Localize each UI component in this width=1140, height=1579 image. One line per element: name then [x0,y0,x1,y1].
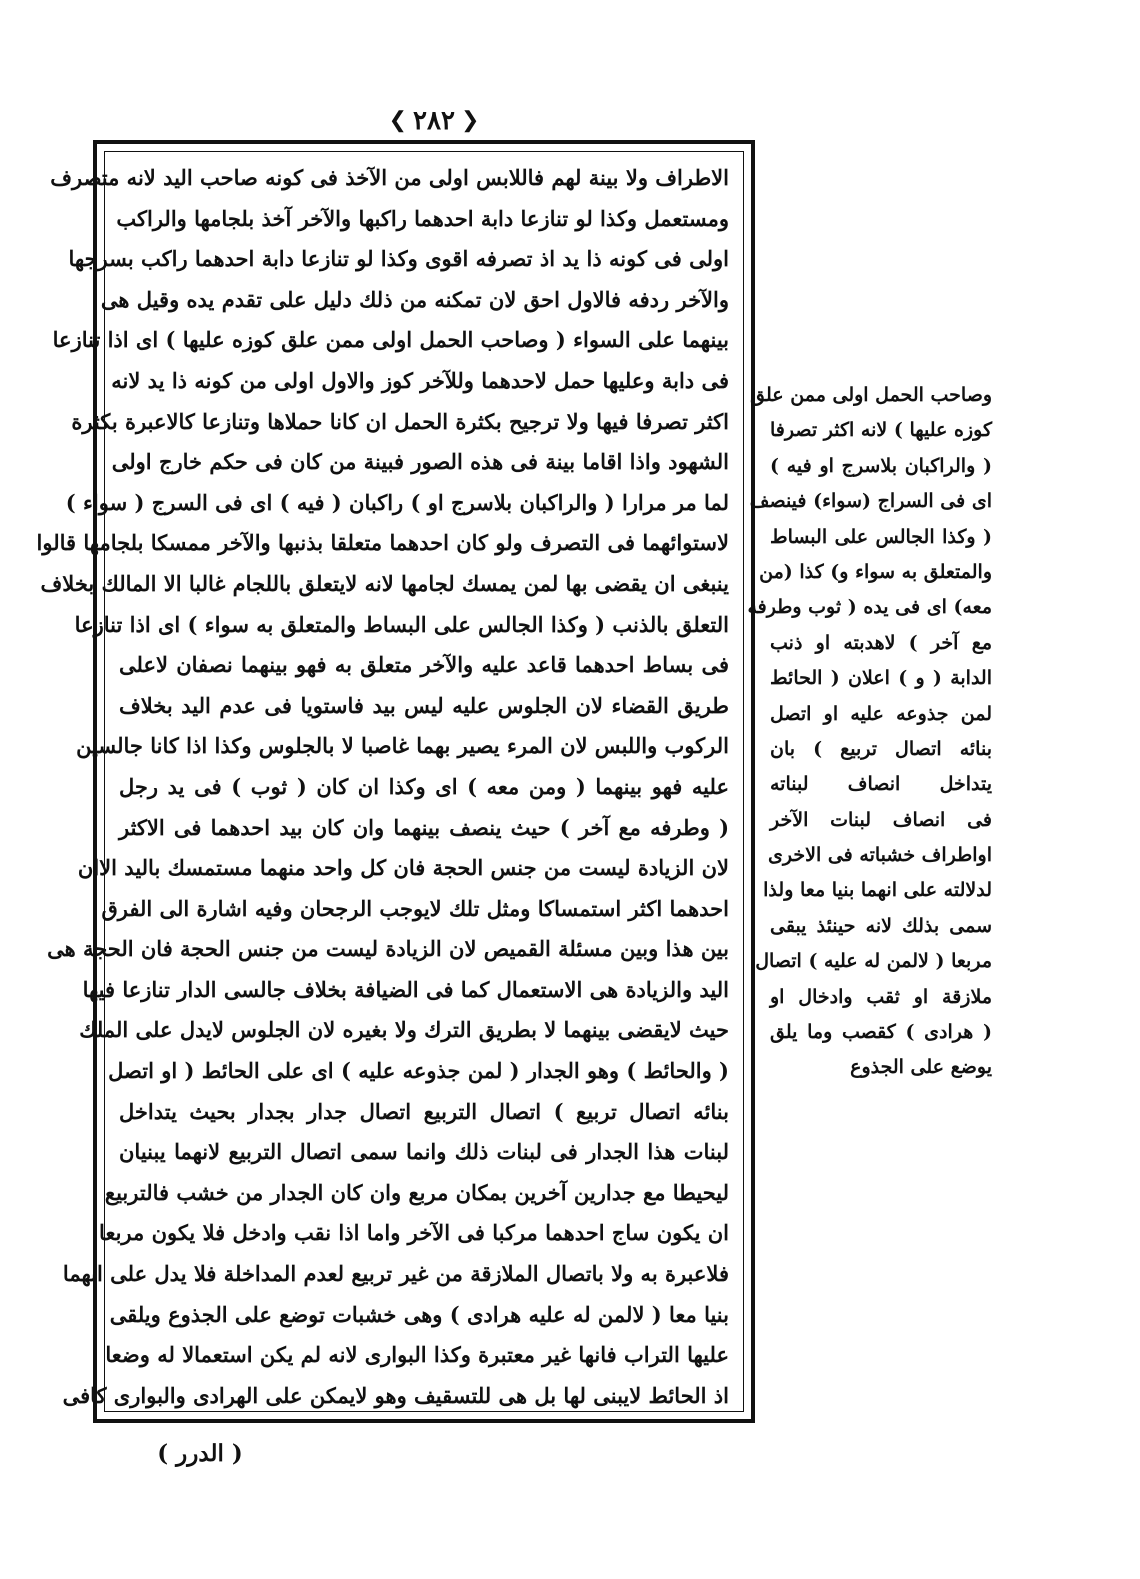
main-text-line: عليه فهو بينهما ( ومن معه ) اى وكذا ان كان ( ثوب ) فى يد رجل [119,773,729,799]
margin-note-line: معه) اى فى يده ( ثوب وطرفه [747,596,992,619]
margin-note-line: يتداخل انصاف لبناته [770,773,992,796]
margin-note-line: والمتعلق به سواء و) كذا (من [759,560,992,583]
main-text-line: لبنات هذا الجدار فى لبنات ذلك وانما سمى اتصال التربيع لانهما يبنيان [119,1139,729,1165]
main-text-line: ( وطرفه مع آخر ) حيث ينصف بينهما وان كان بيد احدهما فى الاكثر [119,814,729,840]
main-text-line: لان الزيادة ليست من جنس الحجة فان كل واحد منهما مستمسك باليد الاان [77,855,729,881]
margin-note-line: لمن جذوعه عليه او اتصل [770,702,992,725]
page-number: ٢٨٢ [413,106,455,136]
margin-note-line: اى فى السراج (سواء) فينصف [749,490,992,513]
main-text-line: ينبغى ان يقضى بها لمن يمسك لجامها لانه لايتعلق باللجام غالبا الا المالك بخلاف [40,570,729,596]
main-text-line: ان يكون ساج احدهما مركبا فى الآخر واما اذا نقب وادخل فلا يكون مربعا [99,1220,729,1246]
margin-note [747,378,992,1086]
ornament-right-icon: ❯ [460,108,480,133]
margin-note-line: الدابة ( و ) اعلان ( الحائط [770,667,992,690]
catchword: ( الدرر ) [157,1440,243,1467]
page-header [364,103,504,139]
main-text-line: الركوب واللبس لان المرء يصير بهما غاصبا لا بالجلوس وكذا اذا كانا جالسين [76,733,729,759]
main-text-block [36,151,744,1412]
margin-note-line: كوزه عليها ) لانه اكثر تصرفا [770,419,992,442]
margin-note-line: لدلالته على انهما بنيا معا ولذا [763,879,992,902]
main-text-line: فلاعبرة به ولا باتصال الملازقة من غير تربيع لعدم المداخلة فلا يدل على انهما [62,1261,729,1287]
margin-note-line: اواطراف خشباته فى الاخرى [768,844,992,867]
main-text-line: بينهما على السواء ( وصاحب الحمل اولى ممن علق كوزه عليها ) اى اذا تنازعا [52,327,729,353]
main-text-line: عليها التراب فانها غير معتبرة وكذا البوارى لانه لم يكن استعمالا له وضعا [105,1342,729,1368]
margin-note-line: مع آخر ) لاهدبته او ذنب [770,631,992,654]
main-text-line: والآخر ردفه فالاول احق لان تمكنه من ذلك دليل على تقدم يده وقيل هى [100,286,729,312]
main-text-line: الشهود واذا اقاما بينة فى هذه الصور فبينة من كان فى حكم خارج اولى [111,449,729,475]
main-text-line: لما مر مرارا ( والراكبان بلاسرج او ) راكبان ( فيه ) اى فى السرج ( سواء ) [65,489,729,515]
margin-note-line: فى انصاف لبنات الآخر [770,808,992,831]
main-text-line: ( والحائط ) وهو الجدار ( لمن جذوعه عليه ) اى على الحائط ( او اتصل [108,1058,729,1084]
main-text-line: فى بساط احدهما قاعد عليه والآخر متعلق به فهو بينهما نصفان لاعلى [119,652,729,678]
main-text-line: الاطراف ولا بينة لهم فاللابس اولى من الآخذ فى كونه صاحب اليد لانه متصرف [50,165,729,190]
margin-note-line: ( هرادى ) كقصب وما يلق [770,1021,992,1044]
margin-note-line: يوضع على الجذوع [850,1056,992,1079]
main-text-line: اكثر تصرفا فيها ولا ترجيح بكثرة الحمل ان كانا حملاها وتنازعا كالاعبرة بكثرة [71,408,729,434]
main-text-line: اولى فى كونه ذا يد اذ تصرفه اقوى وكذا لو تنازعا دابة احدهما راكب بسرجها [68,246,729,272]
margin-note-line: بنائه اتصال تربيع ) بان [770,737,992,760]
main-text-line: حيث لايقضى بينهما لا بطريق الترك ولا بغيره لان الجلوس لايدل على الملك [79,1017,729,1043]
main-text-line: اذ الحائط لايبنى لها بل هى للتسقيف وهو لايمكن على الهرادى والبوارى كافى [62,1382,729,1408]
main-text-line: بنيا معا ( لالمن له عليه هرادى ) وهى خشبات توضع على الجذوع ويلقى [109,1301,729,1327]
main-text-line: طريق القضاء لان الجلوس عليه ليس بيد فاستويا فى عدم اليد بخلاف [119,692,729,718]
margin-note-line: سمى بذلك لانه حينئذ يبقى [770,914,992,937]
main-text-line: بنائه اتصال تربيع ) اتصال التربيع اتصال جدار بجدار بحيث يتداخل [119,1098,729,1124]
margin-note-line: ملازقة او ثقب وادخال او [770,985,992,1008]
main-text-line: ومستعمل وكذا لو تنازعا دابة احدهما راكبها والآخر آخذ بلجامها والراكب [116,205,729,231]
main-text-line: بين هذا وبين مسئلة القميص لان الزيادة ليست من جنس الحجة فان الحجة هى [47,936,729,962]
margin-note-line: مربعا ( لالمن له عليه ) اتصال [755,950,992,973]
main-text-line: ليحيطا مع جدارين آخرين بمكان مربع وان كان الجدار من خشب فالتربيع [104,1179,729,1205]
main-text-frame [36,140,755,1423]
main-text-line: اليد والزيادة هى الاستعمال كما فى الضيافة بخلاف جالسى الدار تنازعا فيها [82,976,729,1002]
main-text-line: التعلق بالذنب ( وكذا الجالس على البساط والمتعلق به سواء ) اى اذا تنازعا [74,611,729,637]
main-text-line: لاستوائهما فى التصرف ولو كان احدهما متعلقا بذنبها والآخر ممسكا بلجامها قالوا [36,530,729,556]
ornament-left-icon: ❮ [388,108,408,133]
margin-note-line: ( والراكبان بلاسرج او فيه ) [770,454,992,477]
main-text-line: فى دابة وعليها حمل لاحدهما وللآخر كوز والاول اولى من كونه ذا يد لانه [111,367,729,393]
margin-note-line: وصاحب الحمل اولى ممن علق [750,384,992,406]
main-text-line: احدهما اكثر استمساكا ومثل تلك لايوجب الرجحان وفيه اشارة الى الفرق [101,895,729,921]
margin-note-line: ( وكذا الجالس على البساط [770,525,992,548]
